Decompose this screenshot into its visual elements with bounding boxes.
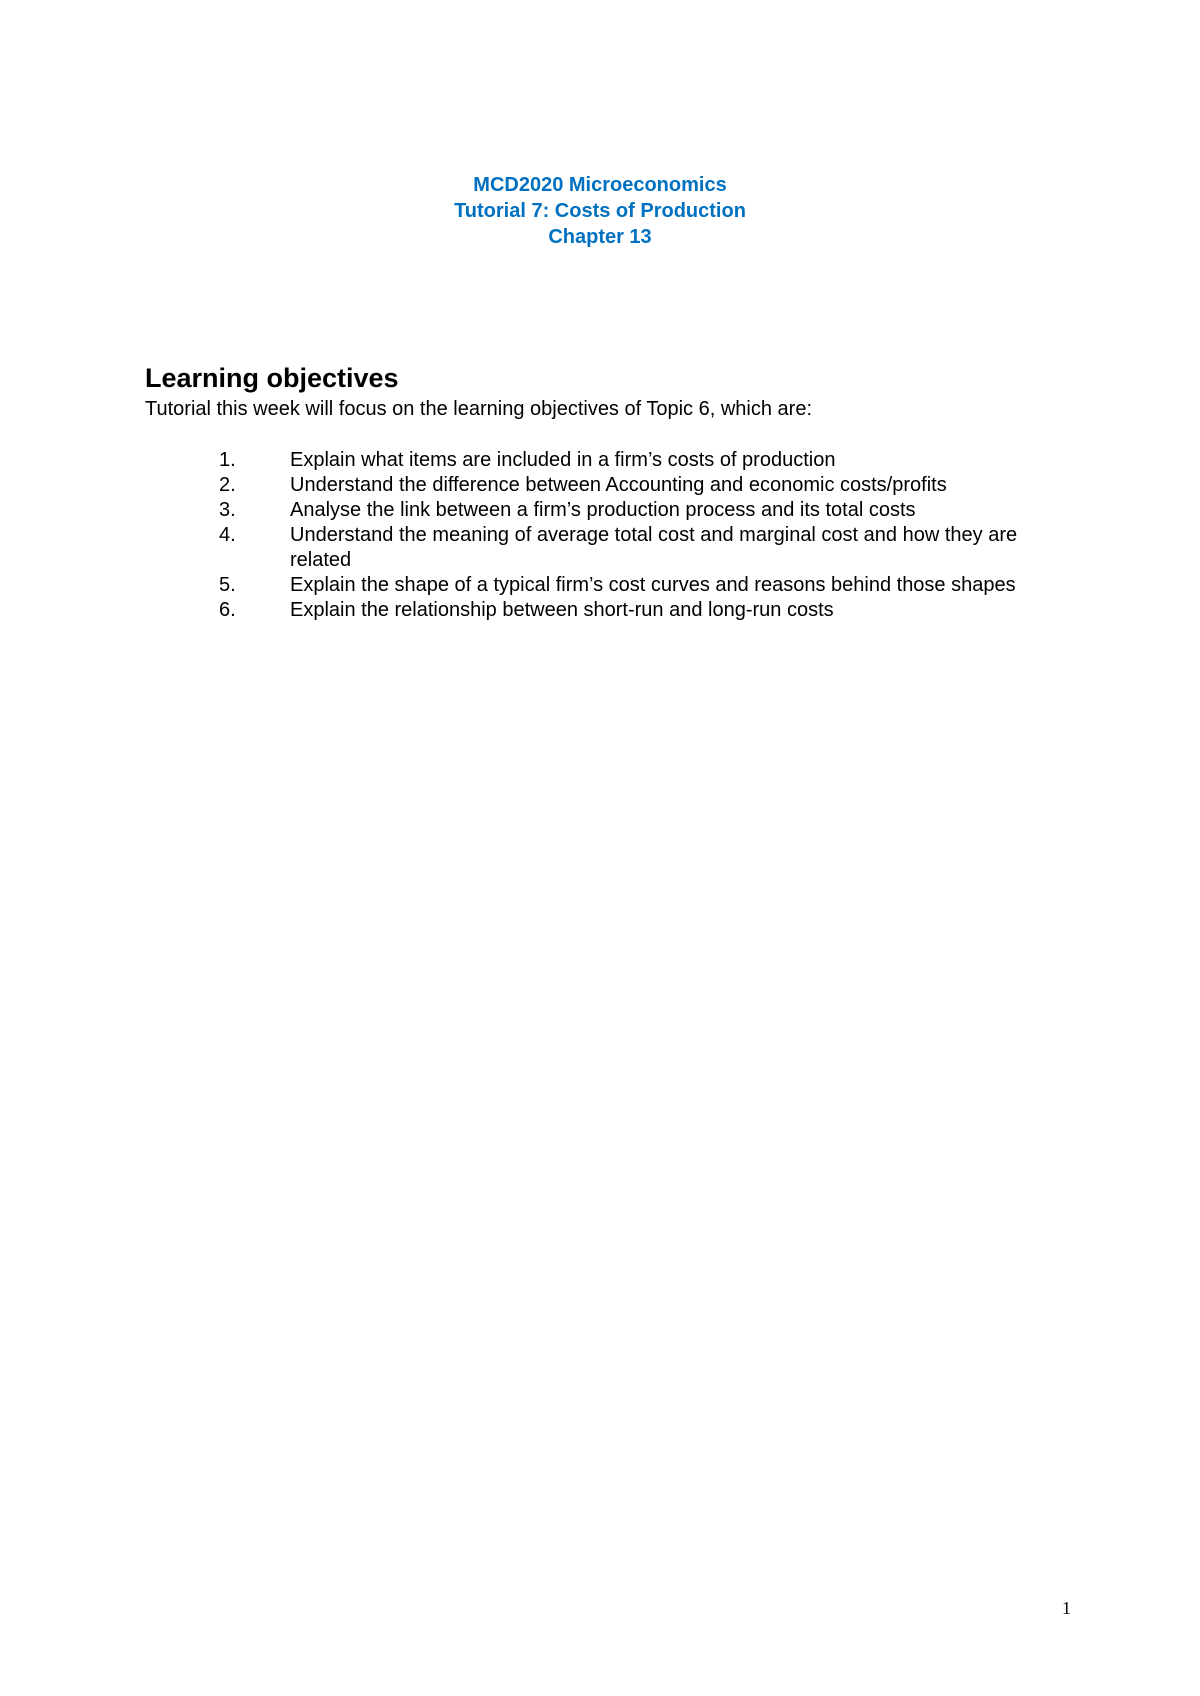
- objective-item: [0, 573, 1200, 598]
- objective-text: Understand the meaning of average total cost and marginal cost and how they are related: [290, 524, 1018, 571]
- page-number: 1: [1062, 1598, 1071, 1618]
- learning-objectives-heading: Learning objectives: [145, 363, 399, 393]
- tutorial-title: Tutorial 7: Costs of Production: [454, 200, 746, 222]
- objective-text: Understand the difference between Accounting and economic costs/profits: [290, 474, 947, 496]
- objective-item: [0, 473, 1200, 498]
- objective-text: Explain the relationship between short-run and long-run costs: [290, 599, 834, 621]
- objective-text: Explain what items are included in a firm’s costs of production: [290, 449, 836, 471]
- objective-item: [0, 523, 1200, 573]
- objective-text: Explain the shape of a typical firm’s cost curves and reasons behind those shapes: [290, 574, 1016, 596]
- objective-item: [0, 598, 1200, 623]
- objective-number: 6.: [219, 599, 236, 621]
- document-header: [0, 172, 1200, 250]
- learning-objectives-list: [0, 448, 1200, 623]
- learning-objectives-intro: Tutorial this week will focus on the learning objectives of Topic 6, which are:: [145, 398, 813, 420]
- objective-number: 3.: [219, 499, 236, 521]
- objective-number: 2.: [219, 474, 236, 496]
- course-title: MCD2020 Microeconomics: [473, 174, 727, 196]
- objective-number: 4.: [219, 524, 236, 546]
- objective-text: Analyse the link between a firm’s production process and its total costs: [290, 499, 916, 521]
- objective-number: 1.: [219, 449, 236, 471]
- objective-item: [0, 498, 1200, 523]
- objective-item: [0, 448, 1200, 473]
- objective-number: 5.: [219, 574, 236, 596]
- chapter-title: Chapter 13: [548, 226, 652, 248]
